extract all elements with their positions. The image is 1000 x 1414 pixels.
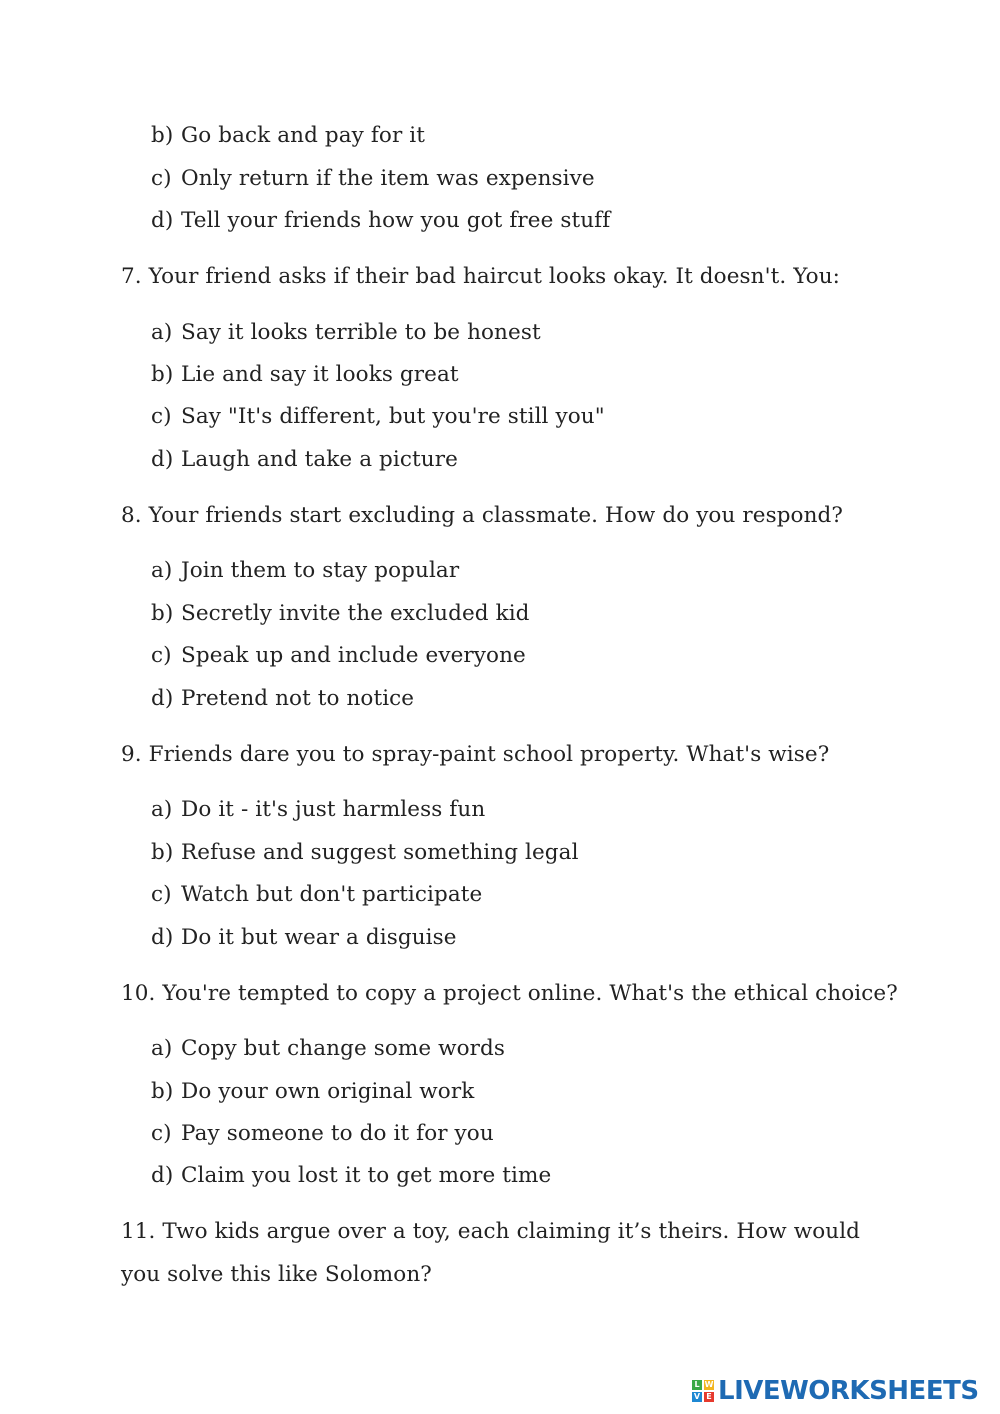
option-letter: c) — [151, 1121, 172, 1146]
option-letter: c) — [151, 404, 172, 429]
liveworksheets-logo — [692, 1376, 979, 1406]
option-text: Join them to stay popular — [181, 558, 460, 583]
answer-option — [151, 1078, 474, 1106]
option-text: Say "It's different, but you're still you" — [181, 404, 605, 429]
question-text: you solve this like Solomon? — [121, 1262, 432, 1287]
option-letter: c) — [151, 643, 172, 668]
logo-icon-tile: L — [692, 1380, 702, 1390]
option-letter: c) — [151, 166, 172, 191]
answer-option — [151, 319, 541, 347]
answer-option — [151, 361, 459, 389]
option-text: Do your own original work — [181, 1079, 475, 1104]
option-text: Do it - it's just harmless fun — [181, 797, 486, 822]
option-letter: d) — [151, 925, 174, 950]
logo-icon-tile: W — [704, 1380, 714, 1389]
option-text: Secretly invite the excluded kid — [181, 601, 530, 626]
question-text: 11. Two kids argue over a toy, each claiming it’s theirs. How would — [121, 1219, 861, 1244]
option-text: Copy but change some words — [181, 1036, 506, 1061]
option-text: Pay someone to do it for you — [181, 1121, 494, 1146]
option-letter: a) — [151, 558, 173, 583]
option-letter: b) — [151, 840, 174, 865]
option-letter: a) — [151, 797, 173, 822]
option-text: Tell your friends how you got free stuff — [181, 208, 611, 233]
answer-option — [151, 839, 579, 867]
answer-option — [151, 881, 482, 909]
option-text: Laugh and take a picture — [181, 447, 458, 472]
option-text: Speak up and include everyone — [181, 643, 526, 668]
option-letter: d) — [151, 686, 174, 711]
logo-icon-tile: E — [704, 1392, 714, 1402]
option-letter: d) — [151, 447, 174, 472]
answer-option — [151, 403, 605, 431]
answer-option — [151, 1120, 494, 1148]
option-letter: d) — [151, 208, 174, 233]
option-text: Only return if the item was expensive — [181, 166, 595, 191]
option-text: Claim you lost it to get more time — [181, 1163, 552, 1188]
option-letter: b) — [151, 123, 174, 148]
answer-option — [151, 1162, 551, 1190]
option-letter: c) — [151, 882, 172, 907]
answer-option — [151, 557, 459, 585]
answer-option — [151, 165, 595, 193]
answer-option — [151, 924, 457, 952]
option-letter: d) — [151, 1163, 174, 1188]
answer-option — [151, 796, 485, 824]
option-text: Say it looks terrible to be honest — [181, 320, 541, 345]
option-text: Go back and pay for it — [181, 123, 425, 148]
option-text: Watch but don't participate — [181, 882, 483, 907]
answer-option — [151, 642, 526, 670]
option-letter: b) — [151, 601, 174, 626]
question-text: 7. Your friend asks if their bad haircut looks okay. It doesn't. You: — [121, 264, 840, 289]
question-text: 9. Friends dare you to spray-paint school property. What's wise? — [121, 742, 830, 767]
answer-option — [151, 122, 425, 150]
answer-option — [151, 207, 610, 235]
logo-icon-tile: V — [693, 1392, 701, 1401]
answer-option — [151, 685, 414, 713]
option-letter: b) — [151, 1079, 174, 1104]
option-letter: a) — [151, 320, 173, 345]
question-text: 10. You're tempted to copy a project online. What's the ethical choice? — [121, 981, 898, 1006]
logo-icon — [692, 1380, 714, 1402]
option-letter: b) — [151, 362, 174, 387]
option-text: Lie and say it looks great — [181, 362, 459, 387]
question-text: 8. Your friends start excluding a classmate. How do you respond? — [121, 503, 844, 528]
answer-option — [151, 1035, 505, 1063]
answer-option — [151, 600, 530, 628]
option-text: Do it but wear a disguise — [181, 925, 457, 950]
option-text: Pretend not to notice — [181, 686, 415, 711]
option-text: Refuse and suggest something legal — [181, 840, 579, 865]
option-letter: a) — [151, 1036, 173, 1061]
answer-option — [151, 446, 458, 474]
logo-text: LIVEWORKSHEETS — [718, 1376, 979, 1406]
